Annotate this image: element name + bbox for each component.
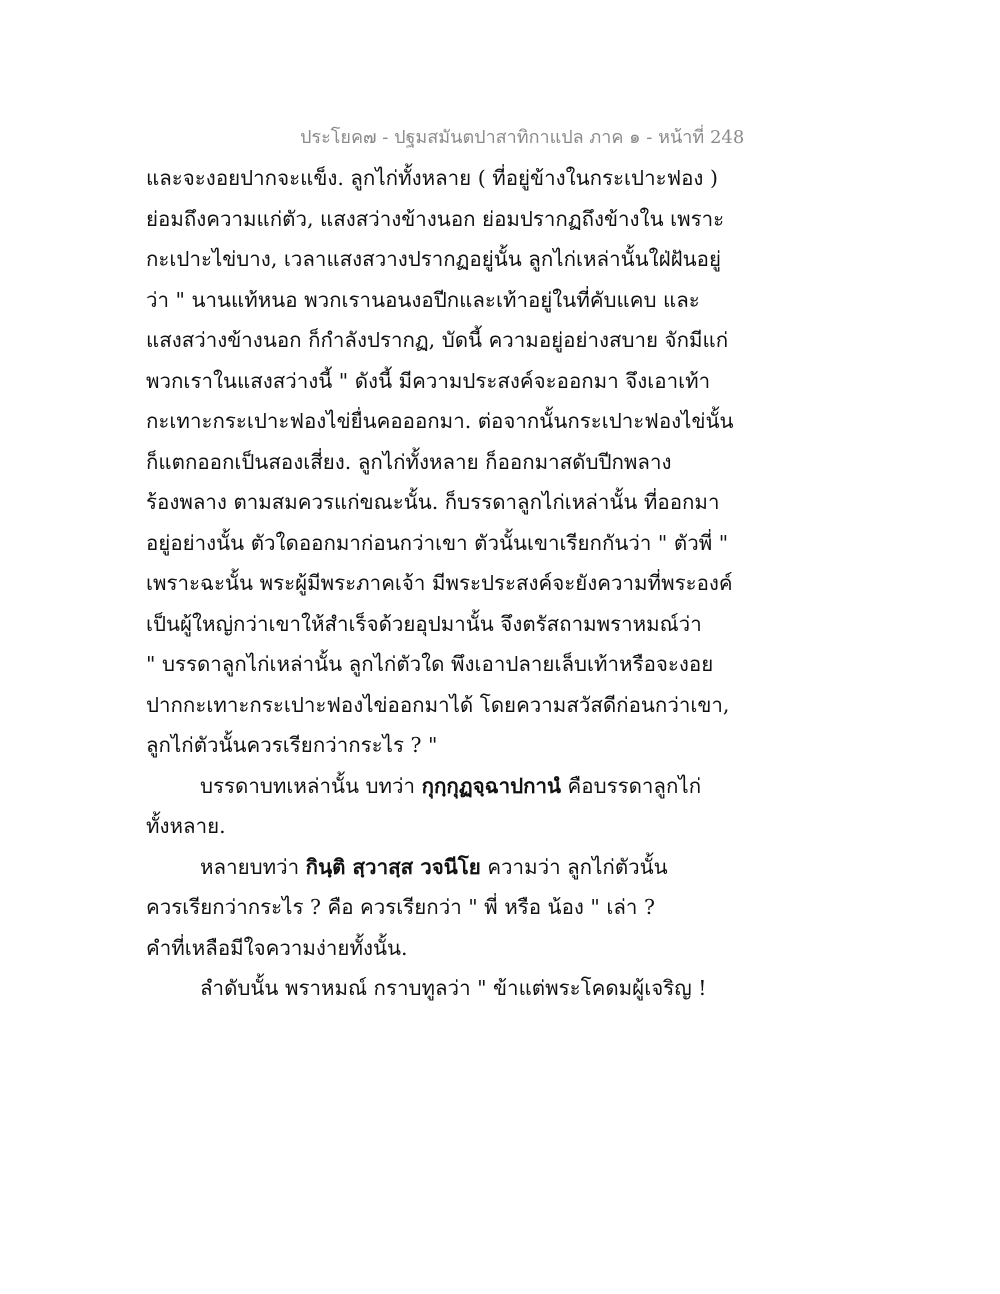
text-span: คือบรรดาลูกไก่ — [561, 773, 702, 798]
text-line: ทั้งหลาย. — [146, 814, 226, 838]
text-line: กะเปาะไข่บาง, เวลาแสงสวางปรากฏอยู่นั้น ลูกไก่เหล่านั้นใฝ่ฝันอยู่ — [146, 247, 721, 271]
paragraph-line — [146, 847, 866, 888]
text-line: พวกเราในแสงสว่างนี้ " ดังนี้ มีความประสงค์จะออกมา จึงเอาเท้า — [146, 368, 711, 393]
text-line: ว่า " นานแท้หนอ พวกเรานอนงอปีกและเท้าอยู่ในที่คับแคบ และ — [146, 287, 700, 312]
text-line: เป็นผู้ใหญ่กว่าเขาให้สำเร็จด้วยอุปมานั้น จึงตรัสถามพราหมณ์ว่า — [146, 611, 702, 636]
text-line: ควรเรียกว่ากระไร ? คือ ควรเรียกว่า " พี่ หรือ น้อง " เล่า ? — [146, 895, 655, 919]
page-header: ประโยค๗ - ปฐมสมันตปาสาทิกาแปล ภาค ๑ - หน้าที่ 248 — [300, 127, 745, 148]
text-line: ก็แตกออกเป็นสองเสี่ยง. ลูกไก่ทั้งหลาย ก็ออกมาสดับปีกพลาง — [146, 449, 672, 474]
text-line: กะเทาะกระเปาะฟองไข่ยื่นคอออกมา. ต่อจากนั้นกระเปาะฟองไข่นั้น — [146, 409, 734, 433]
text-line: " บรรดาลูกไก่เหล่านั้น ลูกไก่ตัวใด พึงเอาปลายเล็บเท้าหรือจะงอย — [146, 652, 714, 676]
text-line: อยู่อย่างนั้น ตัวใดออกมาก่อนกว่าเขา ตัวนั้นเขาเรียกกันว่า " ตัวพี่ " — [146, 530, 729, 555]
paragraph-line — [146, 766, 866, 807]
text-line: ย่อมถึงความแก่ตัว, แสงสว่างข้างนอก ย่อมปรากฏถึงข้างใน เพราะ — [146, 206, 725, 231]
document-body — [146, 158, 866, 1009]
text-line: แสงสว่างข้างนอก ก็กำลังปรากฏ, บัดนี้ ความอยู่อย่างสบาย จักมีแก่ — [146, 328, 729, 352]
text-span: ความว่า ลูกไก่ตัวนั้น — [480, 854, 668, 879]
text-span: บรรดาบทเหล่านั้น บทว่า — [200, 773, 422, 798]
pali-term: กุกฺกุฏจฺฉาปกานํ — [421, 773, 562, 798]
text-line: ปากกะเทาะกระเปาะฟองไข่ออกมาได้ โดยความสวัสดีก่อนกว่าเขา, — [146, 692, 730, 717]
pali-term: กินฺติ สฺวาสฺส วจนีโย — [305, 854, 481, 879]
text-line: และจะงอยปากจะแข็ง. ลูกไก่ทั้งหลาย ( ที่อยู่ข้างในกระเปาะฟอง ) — [146, 166, 718, 190]
text-line: คำที่เหลือมีใจความง่ายทั้งนั้น. — [146, 935, 408, 960]
paragraph-line: ลำดับนั้น พราหมณ์ กราบทูลว่า " ข้าแต่พระโคดมผู้เจริญ ! — [200, 976, 707, 1000]
text-span: หลายบทว่า — [200, 854, 306, 879]
text-line: เพราะฉะนั้น พระผู้มีพระภาคเจ้า มีพระประสงค์จะยังความที่พระองค์ — [146, 571, 733, 595]
text-line: ร้องพลาง ตามสมควรแก่ขณะนั้น. ก็บรรดาลูกไก่เหล่านั้น ที่ออกมา — [146, 490, 720, 514]
text-line: ลูกไก่ตัวนั้นควรเรียกว่ากระไร ? " — [146, 733, 438, 757]
